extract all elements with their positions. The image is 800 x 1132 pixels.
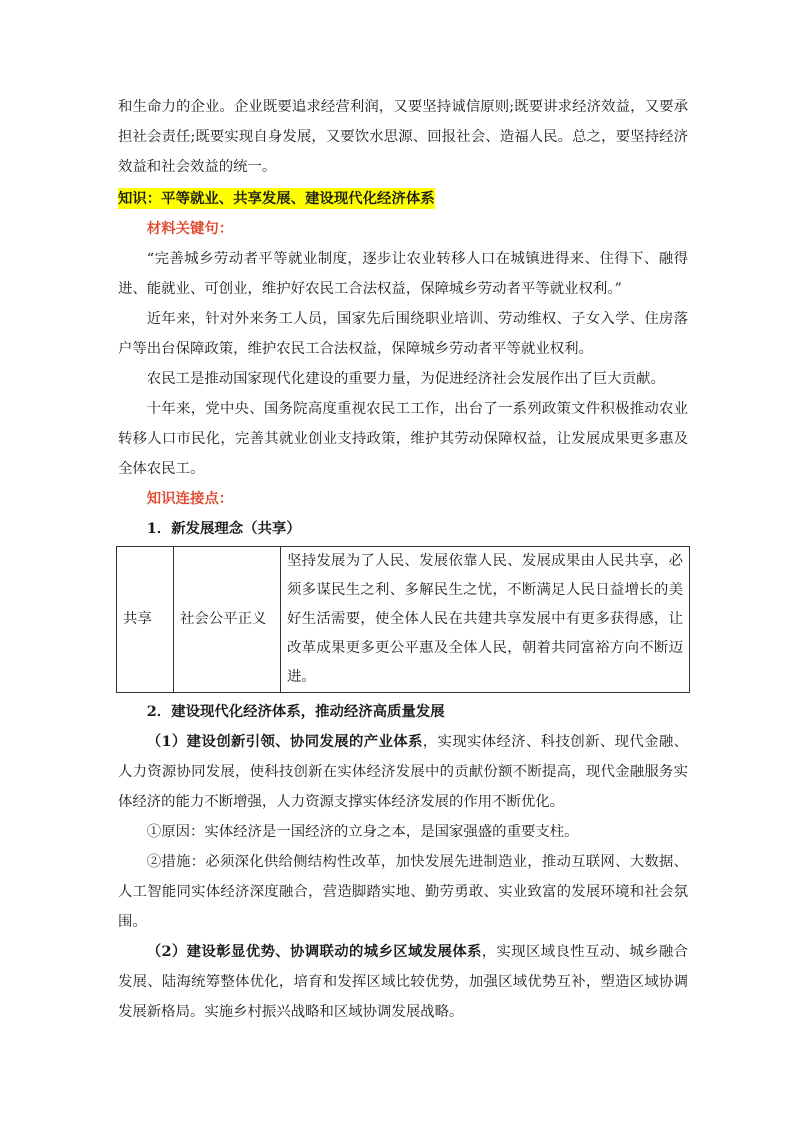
knowledge-heading: 知识：平等就业、共享发展、建设现代化经济体系 [118,190,435,207]
sub2-paragraph [118,937,688,1027]
table-cell-concept: 共享 [117,547,174,693]
intro-paragraph: 和生命力的企业。企业既要追求经营利润，又要坚持诚信原则;既要讲求经济效益，又要承担社会责任;既要实现自身发展，又要饮水思源、回报社会、造福人民。总之，要坚持经济效益和社会效益的统一。 [118,99,688,175]
sharing-concept-table [116,546,690,693]
table-row [117,547,690,693]
material-label-line [118,214,688,244]
measure-paragraph: ②措施：必须深化供给侧结构性改革，加快发展先进制造业，推动互联网、大数据、人工智能同实体经济深度融合，营造脚踏实地、勤劳勇敢、实业致富的发展环境和社会氛围。 [118,854,688,930]
sub1-paragraph [118,727,688,817]
item2-title: 2．建设现代化经济体系，推动经济高质量发展 [146,703,445,720]
sub2-body: ，实现区域良性互动、城乡融合发展、陆海统筹整体优化，培育和发挥区域比较优势，加强区域优势互补，塑造区域协调发展新格局。实施乡村振兴战略和区域协调发展战略。 [118,944,688,1020]
paragraph-policy: 近年来，针对外来务工人员，国家先后围绕职业培训、劳动维权、子女入学、住房落户等出台保障政策，维护农民工合法权益，保障城乡劳动者平等就业权利。 [118,311,688,357]
reason-paragraph: ①原因：实体经济是一国经济的立身之本，是国家强盛的重要支柱。 [146,824,579,840]
sub2-heading: （2）建设彰显优势、协调联动的城乡区域发展体系 [146,943,482,960]
item1-title: 1．新发展理念（共享） [146,520,301,537]
paragraph-migrant-workers: 农民工是推动国家现代化建设的重要力量，为促进经济社会发展作出了巨大贡献。 [146,371,665,387]
quote-paragraph: “完善城乡劳动者平等就业制度，逐步让农业转移人口在城镇进得来、住得下、融得进、能就业、可创业，维护好农民工合法权益，保障城乡劳动者平等就业权利。” [118,251,688,297]
knowledge-heading-line [118,184,688,214]
connect-label-line [118,484,688,514]
sub1-body: ，实现实体经济、科技创新、现代金融、人力资源协同发展，使科技创新在实体经济发展中的贡献份额不断提高，现代金融服务实体经济的能力不断增强，人力资源支撑实体经济发展的作用不断优化。 [118,734,688,810]
sub1-heading: （1）建设创新引领、协同发展的产业体系 [146,733,423,750]
document-page [118,92,688,1027]
table-cell-description: 坚持发展为了人民、发展依靠人民、发展成果由人民共享，必须多谋民生之利、多解民生之忧，不断满足人民日益增长的美好生活需要，使全体人民在共建共享发展中有更多获得感，让改革成果更多更公平惠及全体人民，朝着共同富裕方向不断迈进。 [281,547,690,693]
material-label: 材料关键句： [146,220,234,237]
table-cell-value: 社会公平正义 [174,547,281,693]
paragraph-ten-years: 十年来，党中央、国务院高度重视农民工工作，出台了一系列政策文件积极推动农业转移人口市民化，完善其就业创业支持政策，维护其劳动保障权益，让发展成果更多惠及全体农民工。 [118,401,688,477]
connect-label: 知识连接点： [146,490,234,507]
